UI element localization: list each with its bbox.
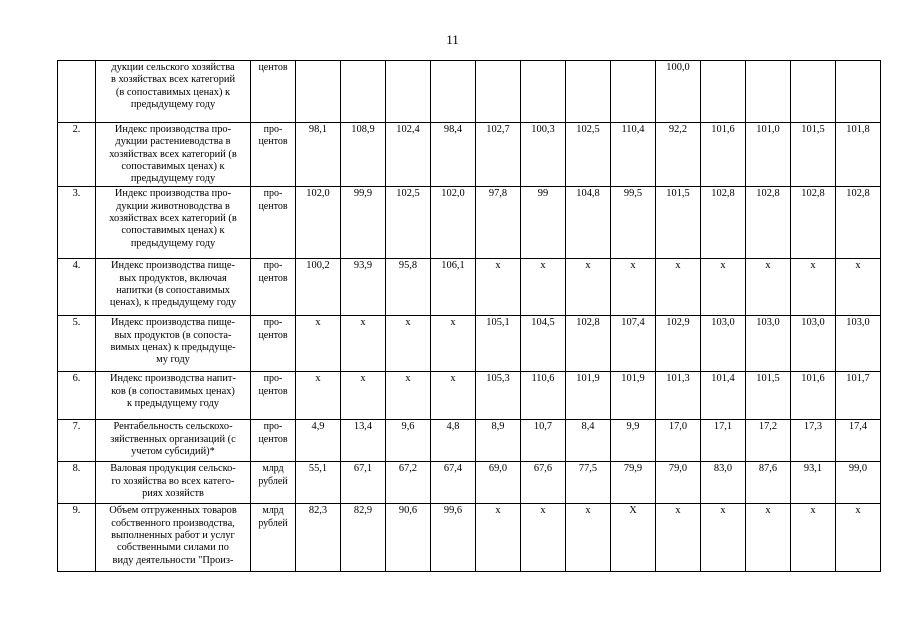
indicator-name: Индекс производства про- дукции растениеводства в хозяйствах всех категорий (в сопоставимых ценах) к предыдущему году [96,123,251,187]
value-cell: x [386,316,431,372]
value-cell: 83,0 [701,462,746,504]
value-cell: 102,8 [566,316,611,372]
value-cell: 98,4 [431,123,476,187]
indicator-name: Индекс производства пище- вых продуктов, включая напитки (в сопоставимых ценах), к предыдущему году [96,259,251,316]
value-cell: 103,0 [836,316,881,372]
indicator-name: дукции сельского хозяйства в хозяйствах всех категорий (в сопоставимых ценах) к предыдущему году [96,61,251,123]
row-number: 4. [58,259,96,316]
value-cell: x [836,259,881,316]
value-cell [386,61,431,123]
value-cell: 103,0 [746,316,791,372]
indicators-table [57,60,881,572]
value-cell: 79,0 [656,462,701,504]
value-cell: 99,5 [611,187,656,259]
unit-cell: про- центов [251,123,296,187]
unit-cell: про- центов [251,187,296,259]
value-cell: 8,4 [566,420,611,462]
value-cell: 9,9 [611,420,656,462]
value-cell: 102,9 [656,316,701,372]
value-cell: 102,4 [386,123,431,187]
unit-cell: про- центов [251,420,296,462]
value-cell: 67,6 [521,462,566,504]
value-cell [431,61,476,123]
row-number: 7. [58,420,96,462]
value-cell: 101,9 [611,372,656,420]
value-cell: 87,6 [746,462,791,504]
value-cell [791,61,836,123]
value-cell: 101,4 [701,372,746,420]
value-cell: 103,0 [701,316,746,372]
table-row [58,372,881,420]
table-row [58,504,881,572]
value-cell: 82,3 [296,504,341,572]
value-cell: x [476,259,521,316]
value-cell: 102,5 [566,123,611,187]
value-cell: x [656,504,701,572]
unit-cell: млрд рублей [251,462,296,504]
value-cell: 99,9 [341,187,386,259]
table-row [58,187,881,259]
value-cell: 102,7 [476,123,521,187]
row-number [58,61,96,123]
value-cell: x [701,504,746,572]
value-cell: 102,8 [701,187,746,259]
value-cell: 4,8 [431,420,476,462]
value-cell: x [611,259,656,316]
value-cell [521,61,566,123]
value-cell: 102,8 [746,187,791,259]
value-cell: x [746,259,791,316]
value-cell: 17,1 [701,420,746,462]
value-cell: 69,0 [476,462,521,504]
value-cell: 105,3 [476,372,521,420]
value-cell: x [341,316,386,372]
unit-cell: про- центов [251,372,296,420]
value-cell: 77,5 [566,462,611,504]
value-cell [296,61,341,123]
unit-cell: про- центов [251,316,296,372]
table-row [58,61,881,123]
value-cell: 106,1 [431,259,476,316]
indicator-name: Рентабельность сельскохо- зяйственных организаций (с учетом субсидий)* [96,420,251,462]
value-cell: 101,9 [566,372,611,420]
row-number: 6. [58,372,96,420]
row-number: 2. [58,123,96,187]
unit-cell: про- центов [251,259,296,316]
value-cell [566,61,611,123]
value-cell: 101,5 [791,123,836,187]
value-cell: 102,5 [386,187,431,259]
value-cell: 101,6 [701,123,746,187]
value-cell: 93,1 [791,462,836,504]
value-cell: 101,0 [746,123,791,187]
value-cell: x [521,259,566,316]
value-cell: 90,6 [386,504,431,572]
value-cell: 97,8 [476,187,521,259]
row-number: 3. [58,187,96,259]
value-cell: 79,9 [611,462,656,504]
value-cell: 105,1 [476,316,521,372]
indicator-name: Объем отгруженных товаров собственного производства, выполненных работ и услуг собственными силами по виду деятельности "Произ- [96,504,251,572]
value-cell: 102,8 [791,187,836,259]
value-cell: 107,4 [611,316,656,372]
value-cell: 17,2 [746,420,791,462]
value-cell: 67,4 [431,462,476,504]
value-cell: x [566,259,611,316]
value-cell: 67,1 [341,462,386,504]
value-cell: 13,4 [341,420,386,462]
value-cell [476,61,521,123]
value-cell: x [746,504,791,572]
value-cell: x [431,316,476,372]
value-cell: 99,0 [836,462,881,504]
value-cell: 100,2 [296,259,341,316]
value-cell: 110,4 [611,123,656,187]
value-cell: 67,2 [386,462,431,504]
value-cell: 108,9 [341,123,386,187]
value-cell: x [656,259,701,316]
value-cell: x [341,372,386,420]
value-cell [836,61,881,123]
table-row [58,123,881,187]
value-cell [701,61,746,123]
value-cell: x [476,504,521,572]
table-row [58,259,881,316]
value-cell: 102,0 [296,187,341,259]
value-cell: 100,0 [656,61,701,123]
unit-cell: млрд рублей [251,504,296,572]
value-cell: x [296,372,341,420]
value-cell: 55,1 [296,462,341,504]
value-cell: 103,0 [791,316,836,372]
value-cell: x [836,504,881,572]
value-cell: 110,6 [521,372,566,420]
value-cell: X [611,504,656,572]
value-cell: x [386,372,431,420]
value-cell: 104,5 [521,316,566,372]
value-cell: x [791,259,836,316]
value-cell: 100,3 [521,123,566,187]
row-number: 5. [58,316,96,372]
value-cell: 9,6 [386,420,431,462]
value-cell: 101,5 [746,372,791,420]
indicator-name: Индекс производства напит- ков (в сопоставимых ценах) к предыдущему году [96,372,251,420]
table-row [58,420,881,462]
value-cell [746,61,791,123]
value-cell: 101,8 [836,123,881,187]
value-cell: 99 [521,187,566,259]
value-cell: 93,9 [341,259,386,316]
value-cell: 92,2 [656,123,701,187]
value-cell: 99,6 [431,504,476,572]
value-cell: x [791,504,836,572]
value-cell: 17,0 [656,420,701,462]
value-cell: 8,9 [476,420,521,462]
page-number: 11 [446,32,459,47]
value-cell [611,61,656,123]
value-cell: x [296,316,341,372]
indicator-name: Индекс производства пище- вых продуктов (в сопоста- вимых ценах) к предыдуще- му году [96,316,251,372]
value-cell: 101,3 [656,372,701,420]
value-cell: x [521,504,566,572]
value-cell: x [431,372,476,420]
value-cell: 4,9 [296,420,341,462]
value-cell: x [701,259,746,316]
value-cell: 101,5 [656,187,701,259]
unit-cell: центов [251,61,296,123]
value-cell: 10,7 [521,420,566,462]
row-number: 8. [58,462,96,504]
value-cell: 82,9 [341,504,386,572]
value-cell [341,61,386,123]
value-cell: 101,7 [836,372,881,420]
table-row [58,316,881,372]
value-cell: 102,8 [836,187,881,259]
value-cell: 104,8 [566,187,611,259]
indicator-name: Валовая продукция сельско- го хозяйства во всех катего- риях хозяйств [96,462,251,504]
table-row [58,462,881,504]
value-cell: 98,1 [296,123,341,187]
value-cell: x [566,504,611,572]
row-number: 9. [58,504,96,572]
indicator-name: Индекс производства про- дукции животноводства в хозяйствах всех категорий (в сопоставимых ценах) к предыдущему году [96,187,251,259]
value-cell: 101,6 [791,372,836,420]
value-cell: 17,3 [791,420,836,462]
value-cell: 102,0 [431,187,476,259]
value-cell: 95,8 [386,259,431,316]
value-cell: 17,4 [836,420,881,462]
